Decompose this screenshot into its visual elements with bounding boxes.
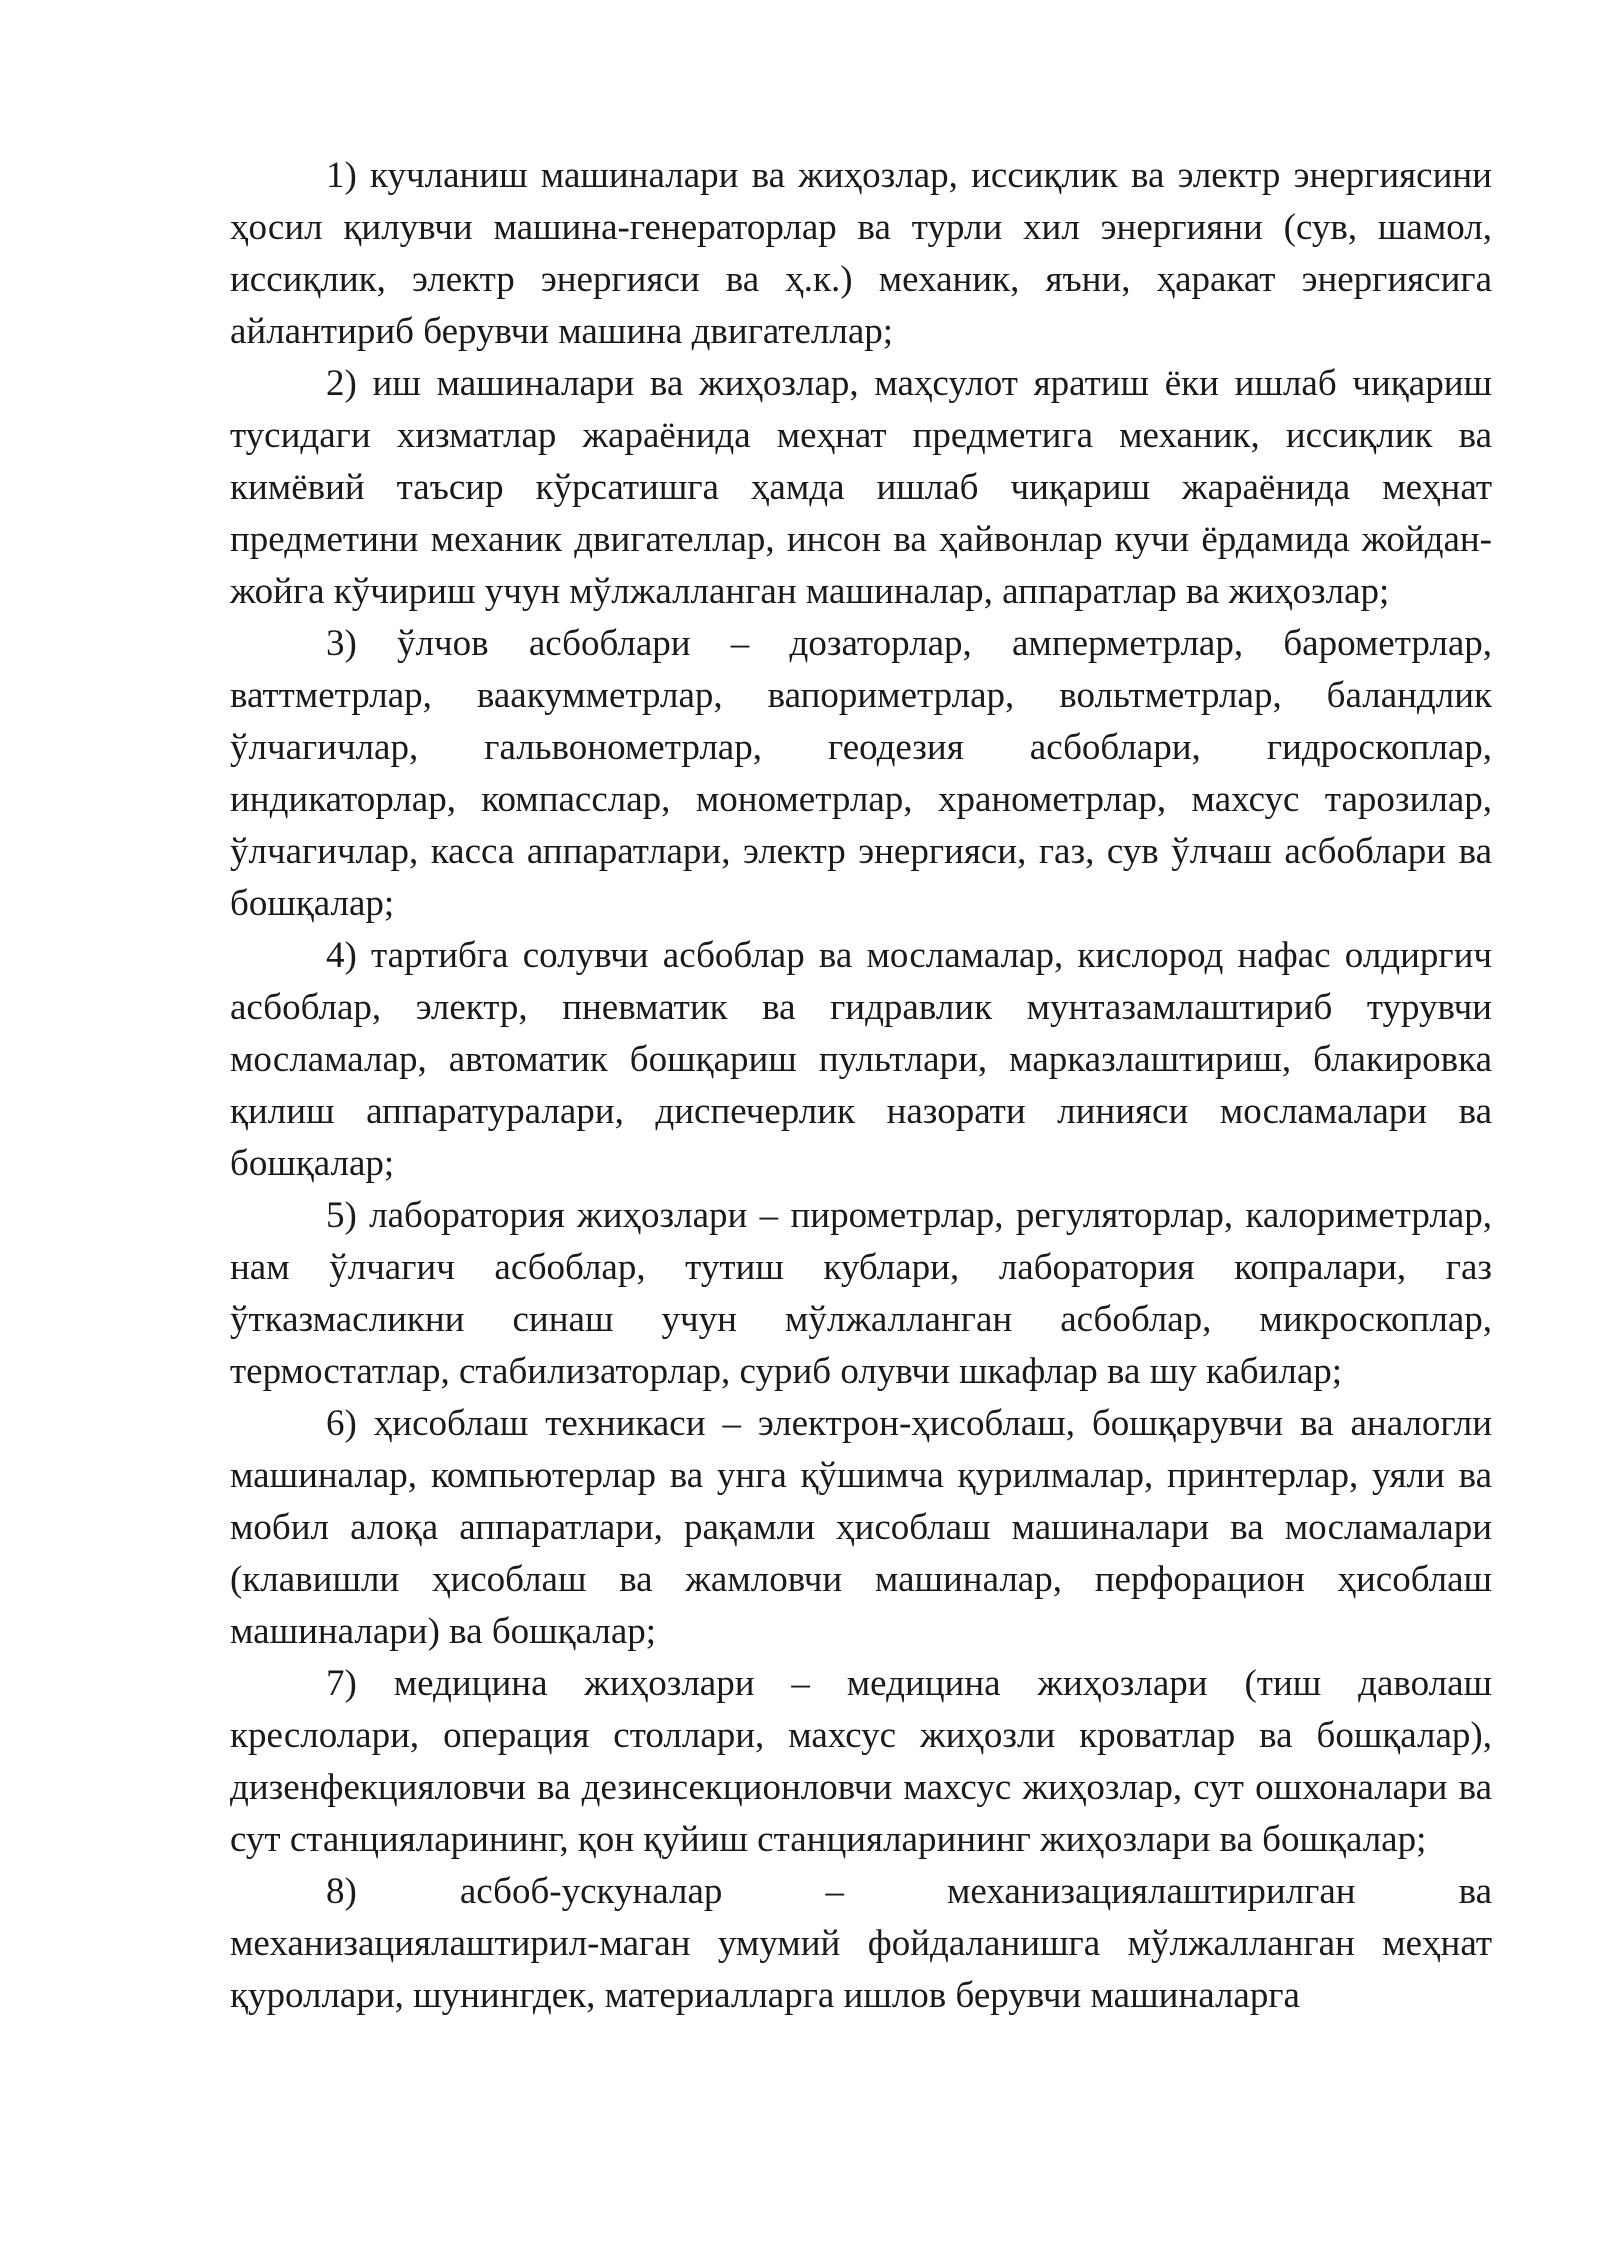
paragraph-2: 2) иш машиналари ва жиҳозлар, маҳсулот яратиш ёки ишлаб чиқариш тусидаги хизматлар жараёнида меҳнат предметига механик, иссиқлик ва кимёвий таъсир кўрсатишга ҳамда ишлаб чиқариш жараёнида меҳнат предметини механик двигателлар, инсон ва ҳайвонлар кучи ёрдамида жойдан-жойга кўчириш учун мўлжалланган машиналар, аппаратлар ва жиҳозлар; [230,363,1492,612]
document-page [230,150,1492,2022]
paragraph-7: 7) медицина жиҳозлари – медицина жиҳозлари (тиш даволаш креслолари, операция столлари, махсус жиҳозли кроватлар ва бошқалар), дизенфекцияловчи ва дезинсекционловчи махсус жиҳозлар, сут ошхоналари ва сут станцияларининг, қон қуйиш станцияларининг жиҳозлари ва бошқалар; [230,1663,1492,1860]
paragraph-3: 3) ўлчов асбоблари – дозаторлар, амперметрлар, барометрлар, ваттметрлар, ваакумметрлар, вапориметрлар, вольтметрлар, баландлик ўлчагичлар, гальвонометрлар, геодезия асбоблари, гидроскоплар, индикаторлар, компасслар, монометрлар, хранометрлар, махсус тарозилар, ўлчагичлар, касса аппаратлари, электр энергияси, газ, сув ўлчаш асбоблари ва бошқалар; [230,623,1492,924]
paragraph-4: 4) тартибга солувчи асбоблар ва мосламалар, кислород нафас олдиргич асбоблар, электр, пневматик ва гидравлик мунтазамлаштириб турувчи мосламалар, автоматик бошқариш пультлари, марказлаштириш, блакировка қилиш аппаратуралари, диспечерлик назорати линияси мосламалари ва бошқалар; [230,935,1492,1184]
paragraph-8: 8) асбоб-ускуналар – механизациялаштирилган ва механизациялаштирил-маган умумий фойдаланишга мўлжалланган меҳнат қуроллари, шунингдек, материалларга ишлов берувчи машиналарга [230,1871,1492,2016]
paragraph-5: 5) лаборатория жиҳозлари – пирометрлар, регуляторлар, калориметрлар, нам ўлчагич асбоблар, тутиш кублари, лаборатория копралари, газ ўтказмасликни синаш учун мўлжалланган асбоблар, микроскоплар, термостатлар, стабилизаторлар, суриб олувчи шкафлар ва шу кабилар; [230,1195,1492,1392]
paragraph-1: 1) кучланиш машиналари ва жиҳозлар, иссиқлик ва электр энергиясини ҳосил қилувчи машина-генераторлар ва турли хил энергияни (сув, шамол, иссиқлик, электр энергияси ва ҳ.к.) механик, яъни, ҳаракат энергиясига айлантириб берувчи машина двигателлар; [230,155,1492,352]
paragraph-6: 6) ҳисоблаш техникаси – электрон-ҳисоблаш, бошқарувчи ва аналогли машиналар, компьютерлар ва унга қўшимча қурилмалар, принтерлар, уяли ва мобил алоқа аппаратлари, рақамли ҳисоблаш машиналари ва мосламалари (клавишли ҳисоблаш ва жамловчи машиналар, перфорацион ҳисоблаш машиналари) ва бошқалар; [230,1403,1492,1652]
